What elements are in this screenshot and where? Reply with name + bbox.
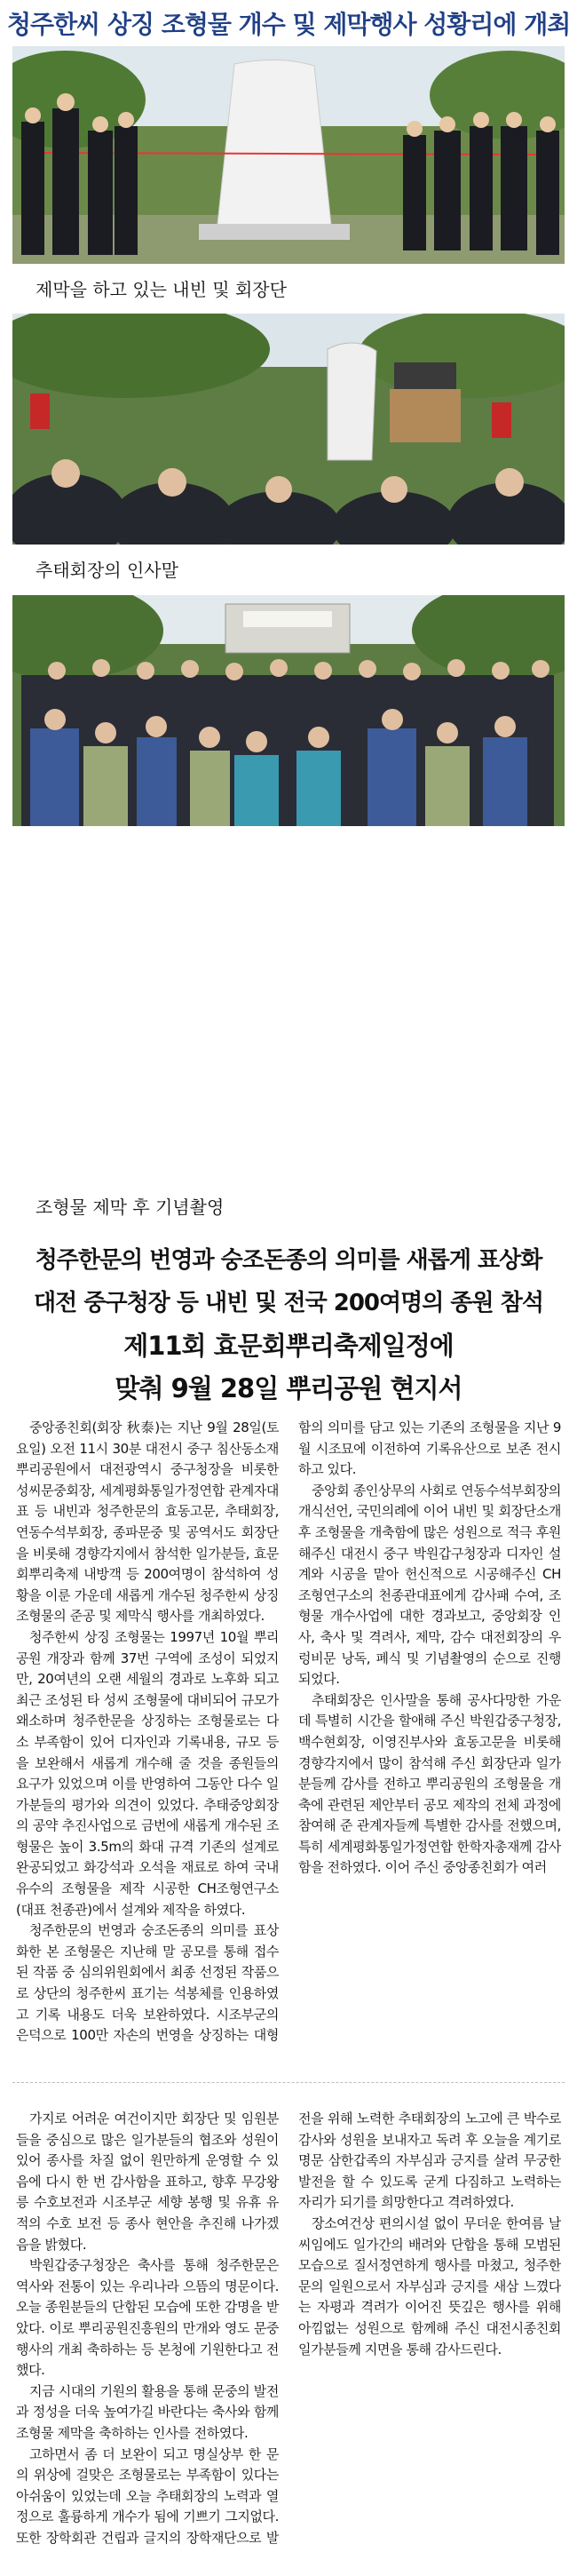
subheading-1: 청주한문의 번영과 숭조돈종의 의미를 새롭게 표상화	[35, 1247, 542, 1274]
unveiling-photo	[12, 46, 565, 264]
paragraph: 청주한씨 상징 조형물는 1997년 10월 뿌리공원 개장과 함께 37번 구역에 조성이 되었지만, 20여년의 오랜 세월의 경과로 노후화 되고 최근 조성된 타 성씨 조형물에 대비되어 규모가 왜소하며 청주한문을 상징하는 조형물로는 다소 부족함이 있어 디자인과 기록내용, 규모 등을 보완해서 새롭게 개수해 줄 것을 종원들의 요구가 있었으며 이를 반영하여 그동안 다수 일가분들의 평가와 의견이 있었다. 추태중앙회장의 공약 추진사업으로 금번에 새롭게 개수된 조형물은 높이 3.5m의 화대 규격 기존의 설계로 완공되었고 화강석과 오석을 재료로 하여 국내 유수의 조형물을 제작 시공한 CH조형연구소(대표 천종관)에서 설계와 제작을 하였다.	[16, 1628, 279, 1918]
article-headline: 청주한씨 상징 조형물 개수 및 제막행사 성황리에 개최	[7, 10, 570, 39]
photo-caption-2: 추태회장의 인사말	[36, 560, 178, 581]
paragraph: 중앙종친회(회장 秋泰)는 지난 9월 28일(토요일) 오전 11시 30분 대전시 중구 침산동소재 뿌리공원에서 대전광역시 중구청장을 비롯한 성씨문중회장, 세계평화통일가정연합 관계자대표 등 내빈과 청주한문의 효동고문, 추태회장, 연동수석부회장, 종파문중 및 공역서도 회장단을 비롯해 경향각지에서 참석한 일가분들, 효문회뿌리축제 내방객 등 200여명이 참석하여 성황을 이룬 가운데 새롭게 개수된 청주한씨 상징 조형물의 준공 및 제막식 행사를 개최하였다.	[16, 1419, 279, 1625]
paragraph: 고하면서 좀 더 보완이 되고 명실상부 한 문의 위상에 걸맞은 조형물로는 부족함이 있다는 아쉬움이 있었는데 오늘 추태회장의 노력과 열정으로 훌륭하게 개수가 됨에 기쁘기 그지없다. 또한 장학회관 건립과 글지의 장학재단으로 발전을 위해 노력한 추태회장의 노고에 큰 박수로 감사와 성원을 보내자고 독려 후 오늘을 계기로 명문 삼한갑족의 자부심과 긍지를 살려 무궁한 발전을 할 수 있도록 굳게 다짐하고 노력하는 자리가 되기를 희망한다고 격려하였다.	[16, 2111, 561, 2546]
photo-caption-3: 조형물 제막 후 기념촬영	[36, 1197, 225, 1218]
paragraph: 추태회장은 인사말을 통해 공사다망한 가운데 특별히 시간을 할애해 주신 박원갑중구청장, 백수현회장, 이영진부사와 효동고문을 비롯해 경향각지에서 많이 참석해 주신 회장단과 일가분들께 감사를 전하고 뿌리공원의 조형물을 개축에 관련된 제안부터 공모 제작의 전체 과정에 참여해 준 관계자들께 특별한 감사를 전했으며, 특히 세계평화통일가정연합 한학자총재께 감사함을 전하였다. 이어 주신 중앙종친회가 여러	[298, 1691, 561, 1876]
greeting-speech-photo	[12, 314, 565, 545]
article-body-part1	[16, 1418, 561, 2054]
subheading-2: 대전 중구청장 등 내빈 및 전국 200여명의 종원 참석	[34, 1290, 543, 1316]
article-body-part2	[16, 2109, 561, 2569]
paragraph: 장소여건상 편의시설 없이 무더운 한여름 날씨임에도 일가간의 배려와 단합을 통해 모범된 모습으로 질서정연하게 행사를 마쳤고, 청주한문의 일원으로서 자부심과 긍지를 새삼 느꼈다는 자평과 격려가 이어진 뜻깊은 행사를 위해 아낌없는 성원으로 함께해 주신 대전시종친회 일가분들께 지면을 통해 감사드린다.	[298, 2214, 561, 2357]
paragraph: 가지로 어려운 여건이지만 회장단 및 임원분들을 중심으로 많은 일가분들의 협조와 성원이 있어 종사를 차질 없이 원만하게 운영할 수 있음에 다시 한 번 감사함을 표하고, 향후 무강왕릉 수호보전과 시조부군 세향 봉행 및 유휴 유적의 수호 보전 등 종사 현안을 추진해 나가겠음을 밝혔다.	[16, 2111, 279, 2253]
paragraph: 청주한문의 번영과 숭조돈종의 의미를 표상화한 본 조형물은 지난해 말 공모를 통해 접수된 작품 중 심의위원회에서 최종 선정된 작품으로 상단의 청주한씨 표기는 석봉체를 인용하였고 기록 내용도 더욱 보완하였다. 시조부군의 은덕으로 100만 자손의 번영을 상징하는 대형함의 의미를 담고 있는 기존의 조형물을 지난 9월 시조묘에 이전하여 기록유산으로 보존 전시하고 있다.	[16, 1419, 561, 2044]
article-subheadings	[12, 1239, 565, 1410]
subheading-4: 맞춰 9월 28일 뿌리공원 현지서	[115, 1373, 462, 1403]
section-divider	[12, 2082, 565, 2083]
paragraph: 중앙회 종인상무의 사회로 연동수석부회장의 개식선언, 국민의례에 이어 내빈 및 회장단소개 후 조형물을 개축함에 많은 성원으로 적극 후원해주신 대전시 중구 박원갑구청장과 디자인 설계와 시공을 맡아 헌신적으로 시공해주신 CH조형연구소의 천종관대표에게 감사패 수여, 조형물 개수사업에 대한 경과보고, 중앙회장 인사, 축사 및 격려사, 제막, 감수 대전회장의 우렁비문 낭독, 폐식 및 기념촬영의 순으로 진행되었다.	[298, 1482, 561, 1688]
subheading-3: 제11회 효문회뿌리축제일정에	[123, 1331, 454, 1361]
group-commemorative-photo	[12, 595, 565, 826]
paragraph: 지금 시대의 기원의 활용을 통해 문중의 발전과 정성을 더욱 높여가길 바란다는 축사와 함께 조형물 제막을 축하하는 인사를 전하였다.	[16, 2382, 279, 2441]
photo-caption-1: 제막을 하고 있는 내빈 및 회장단	[36, 279, 287, 300]
paragraph: 박원갑중구청장은 축사를 통해 청주한문은 역사와 전통이 있는 우리나라 으뜸의 명문이다. 오늘 종원분들의 단합된 모습에 또한 감명을 받았다. 이로 뿌리공원진흥원의 만개와 영도 문중행사의 개최 축하하는 등 본청에 기원한다고 전했다.	[16, 2257, 279, 2379]
